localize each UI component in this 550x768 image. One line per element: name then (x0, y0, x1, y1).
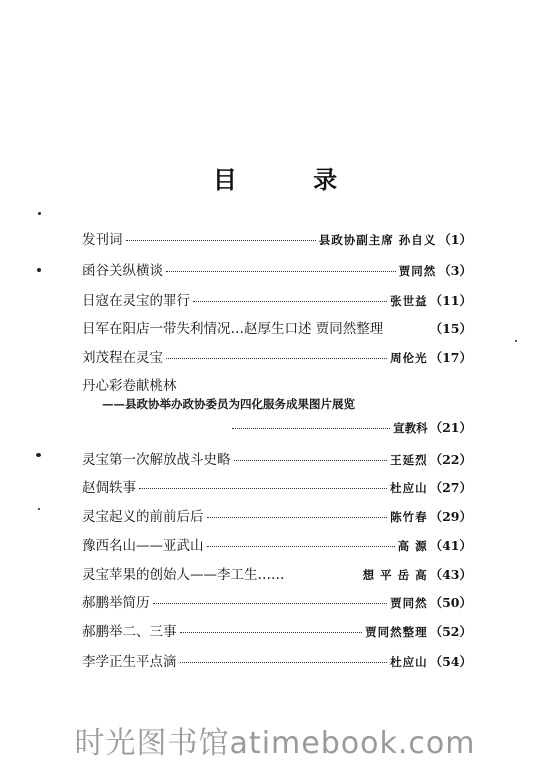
toc-entry-title: 发刊词 (82, 232, 123, 248)
toc-entry-title: 郝鹏举简历 (82, 595, 150, 611)
dot-leader (126, 240, 316, 241)
toc-entry (82, 476, 472, 496)
toc-entry-page: （21） (429, 420, 472, 435)
toc-entry-page: （52） (429, 624, 472, 639)
dot-leader (207, 546, 395, 547)
toc-subentry (82, 418, 472, 438)
dot-leader (166, 358, 387, 359)
toc-entry (82, 289, 472, 309)
toc-entry (82, 505, 472, 525)
toc-entry-page: （15） (429, 321, 472, 336)
toc-entry-page: （22） (429, 452, 472, 467)
scan-speck (38, 212, 41, 215)
toc-entry-author: 贾同然 (390, 596, 428, 610)
toc-entry-author: 张世益 (390, 294, 428, 308)
toc-entry-author: 宣教科 (393, 421, 428, 435)
toc-entry-author: 周伦光 (390, 351, 428, 365)
toc-entry-title: 灵宝起义的前前后后 (82, 509, 204, 525)
scan-speck (36, 453, 41, 457)
toc-entry-title: 豫西名山——亚武山 (82, 538, 204, 554)
dot-leader (193, 301, 387, 302)
dot-leader (166, 271, 396, 272)
toc-entry-page: （41） (429, 538, 472, 553)
toc-entry-title: 李学正生平点滴 (82, 654, 177, 670)
dot-leader (153, 603, 388, 604)
dot-leader (180, 632, 363, 633)
scan-speck (38, 508, 40, 510)
toc-entry (82, 591, 472, 611)
toc-entry-title: 郝鹏举二、三事 (82, 624, 177, 640)
toc-entry (82, 620, 472, 640)
toc-subtitle: ——县政协举办政协委员为四化服务成果图片展览 (102, 397, 355, 411)
toc-entry-author: 陈竹春 (390, 510, 428, 524)
toc-entry-page: （3） (438, 263, 472, 278)
toc-entry-author: 贾同然 (398, 264, 437, 278)
toc-entry-title: 赵倜轶事 (82, 480, 136, 496)
toc-entry-author: 高 源 (397, 539, 428, 553)
toc-entry-title: 刘茂程在灵宝 (82, 350, 163, 366)
scan-speck (37, 268, 41, 272)
toc-entry (82, 228, 472, 248)
toc-entry-title: 灵宝第一次解放战斗史略 (82, 452, 231, 468)
toc-entry-author: 县政协副主席 孙自义 (318, 233, 437, 247)
toc-entry (82, 317, 472, 337)
toc-entry-page: （29） (429, 509, 472, 524)
toc-entry-page: （27） (429, 480, 472, 495)
toc-entry-page: （50） (429, 595, 472, 610)
toc-entry-title: 日寇在灵宝的罪行 (82, 293, 190, 309)
scan-speck (515, 340, 517, 342)
toc-entry (82, 534, 472, 554)
toc-entry-author: 杜应山 (390, 481, 428, 495)
toc-entry-page: （1） (438, 232, 472, 247)
watermark: 时光图书馆atimebook.com (74, 726, 476, 761)
page-title: 目 录 (212, 166, 372, 194)
toc-entry-author: 杜应山 (390, 655, 428, 669)
toc-entry-title: 日军在阳店一带失利情况…赵厚生口述 贾同然整理 (82, 321, 384, 337)
toc-entry (82, 374, 472, 394)
dot-leader (234, 460, 388, 461)
toc-entry-title: 丹心彩卷献桃林 (82, 378, 177, 394)
toc-entry (82, 448, 472, 468)
dot-leader (139, 488, 387, 489)
toc-entry-page: （17） (429, 350, 472, 365)
toc-entry (82, 346, 472, 366)
toc-entry (82, 259, 472, 279)
toc-entry-page: （43） (429, 567, 472, 582)
toc-entry-title: 函谷关纵横谈 (82, 263, 163, 279)
toc-entry (82, 650, 472, 670)
dot-leader (207, 517, 388, 518)
dot-leader (232, 428, 390, 429)
toc-entry-page: （54） (429, 654, 472, 669)
toc-entry-author: 贾同然整理 (365, 625, 428, 639)
toc-entry (82, 563, 472, 583)
toc-entry-page: （11） (429, 293, 472, 308)
toc-entry-author: 王延烈 (390, 453, 428, 467)
toc-entry-title: 灵宝苹果的创始人——李工生…… (82, 567, 285, 583)
dot-leader (180, 662, 388, 663)
toc-entry-author: 想 平 岳 高 (362, 568, 428, 582)
